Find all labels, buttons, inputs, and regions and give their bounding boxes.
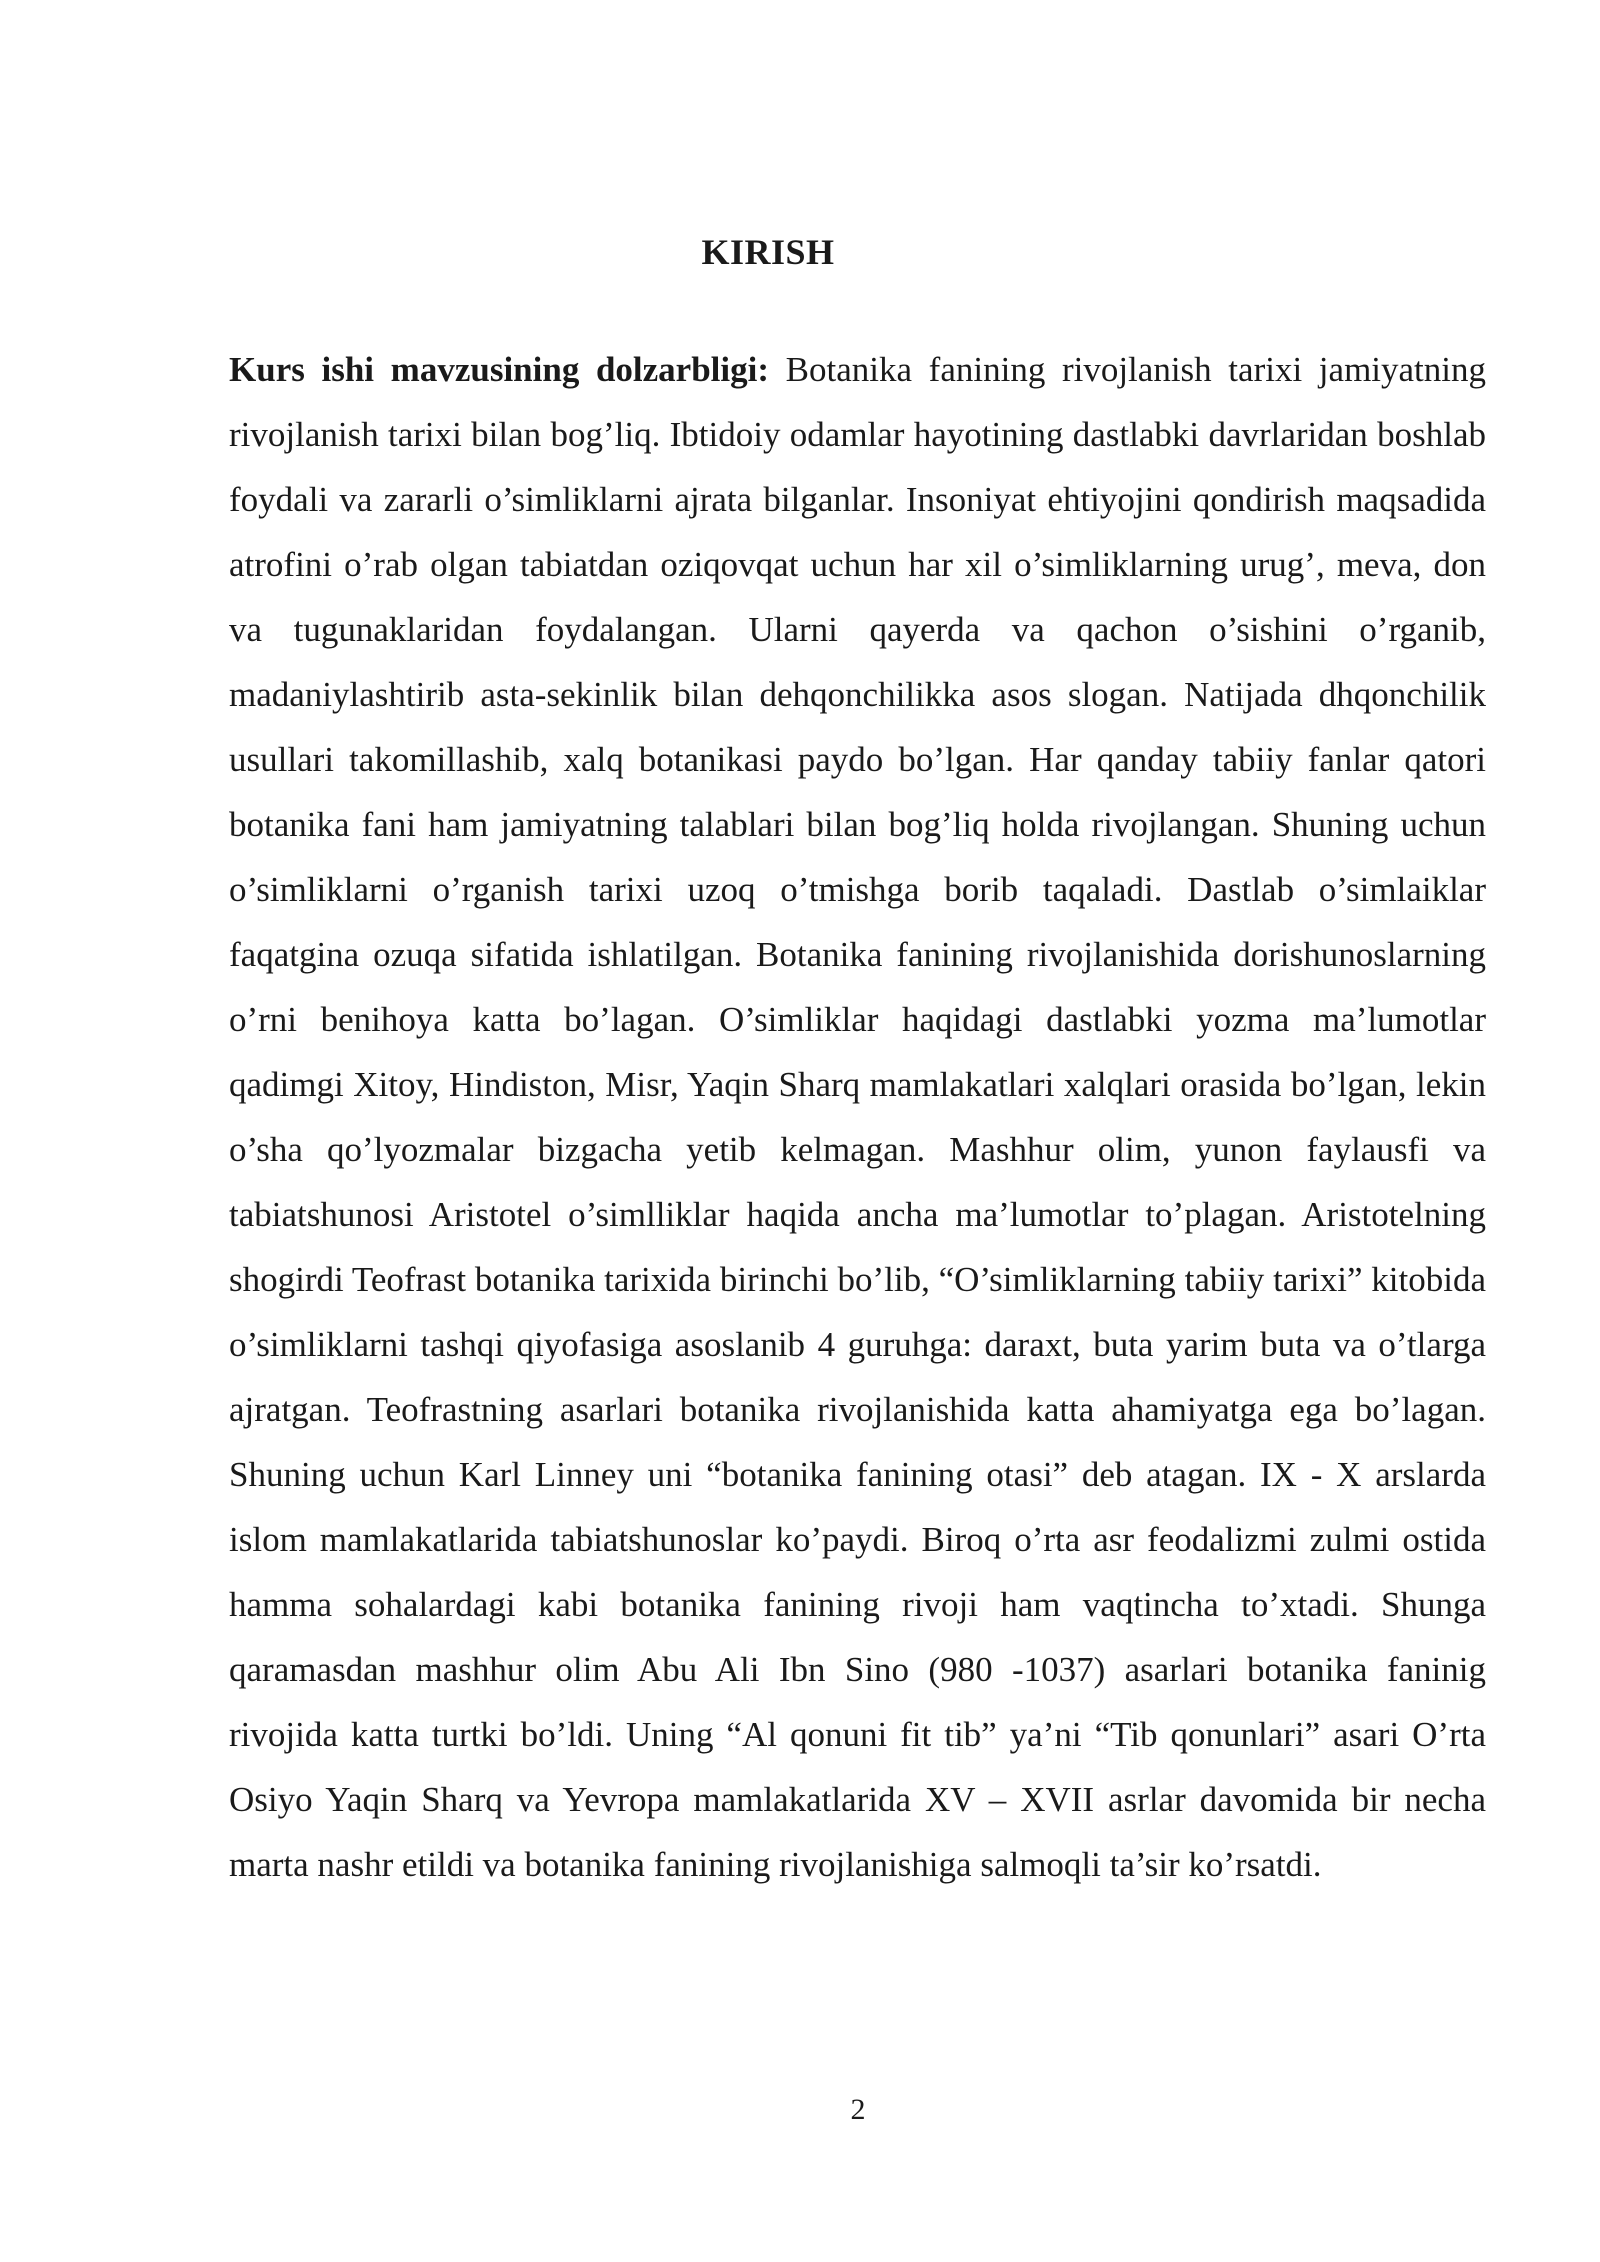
page-title: KIRISH <box>701 232 835 272</box>
page-number: 2 <box>850 2093 866 2126</box>
paragraph-lead: Kurs ishi mavzusining dolzarbligi: <box>229 350 770 389</box>
body-paragraph <box>229 337 1486 1897</box>
paragraph-text: Botanika fanining rivojlanish tarixi jamiyatning rivojlanish tarixi bilan bog’liq. Ibtidoiy odamlar hayotining dastlabki davrlaridan boshlab foydali va zararli o’simliklarni ajrata bilganlar. Insoniyat ehtiyojini qondirish maqsadida atrofini o’rab olgan tabiatdan oziqovqat uchun har xil o’simliklarning urug’, meva, don va tugunaklaridan foydalangan. Ularni qayerda va qachon o’sishini o’rganib, madaniylashtirib asta-sekinlik bilan dehqonchilikka asos slogan. Natijada dhqonchilik usullari takomillashib, xalq botanikasi paydo bo’lgan. Har qanday tabiiy fanlar qatori botanika fani ham jamiyatning talablari bilan bog’liq holda rivojlangan. Shuning uchun o’simliklarni o’rganish tarixi uzoq o’tmishga borib taqaladi. Dastlab o’simlaiklar faqatgina ozuqa sifatida ishlatilgan. Botanika fanining rivojlanishida dorishunoslarning o’rni benihoya katta bo’lagan. O’simliklar haqidagi dastlabki yozma ma’lumotlar qadimgi Xitoy, Hindiston, Misr, Yaqin Sharq mamlakatlari xalqlari orasida bo’lgan, lekin o’sha qo’lyozmalar bizgacha yetib kelmagan. Mashhur olim, yunon faylausfi va tabiatshunosi Aristotel o’simlliklar haqida ancha ma’lumotlar to’plagan. Aristotelning shogirdi Teofrast botanika tarixida birinchi bo’lib, “O’simliklarning tabiiy tarixi” kitobida o’simliklarni tashqi qiyofasiga asoslanib 4 guruhga: daraxt, buta yarim buta va o’tlarga ajratgan. Teofrastning asarlari botanika rivojlanishida katta ahamiyatga ega bo’lagan. Shuning uchun Karl Linney uni “botanika fanining otasi” deb atagan. IX - X arslarda islom mamlakatlarida tabiatshunoslar ko’paydi. Biroq o’rta asr feodalizmi zulmi ostida hamma sohalardagi kabi botanika fanining rivoji ham vaqtincha to’xtadi. Shunga qaramasdan mashhur olim Abu Ali Ibn Sino (980 -1037) asarlari botanika faninig rivojida katta turtki bo’ldi. Uning “Al qonuni fit tib” ya’ni “Tib qonunlari” asari O’rta Osiyo Yaqin Sharq va Yevropa mamlakatlarida XV – XVII asrlar davomida bir necha marta nashr etildi va botanika fanining rivojlanishiga salmoqli ta’sir ko’rsatdi. <box>229 350 1487 1884</box>
